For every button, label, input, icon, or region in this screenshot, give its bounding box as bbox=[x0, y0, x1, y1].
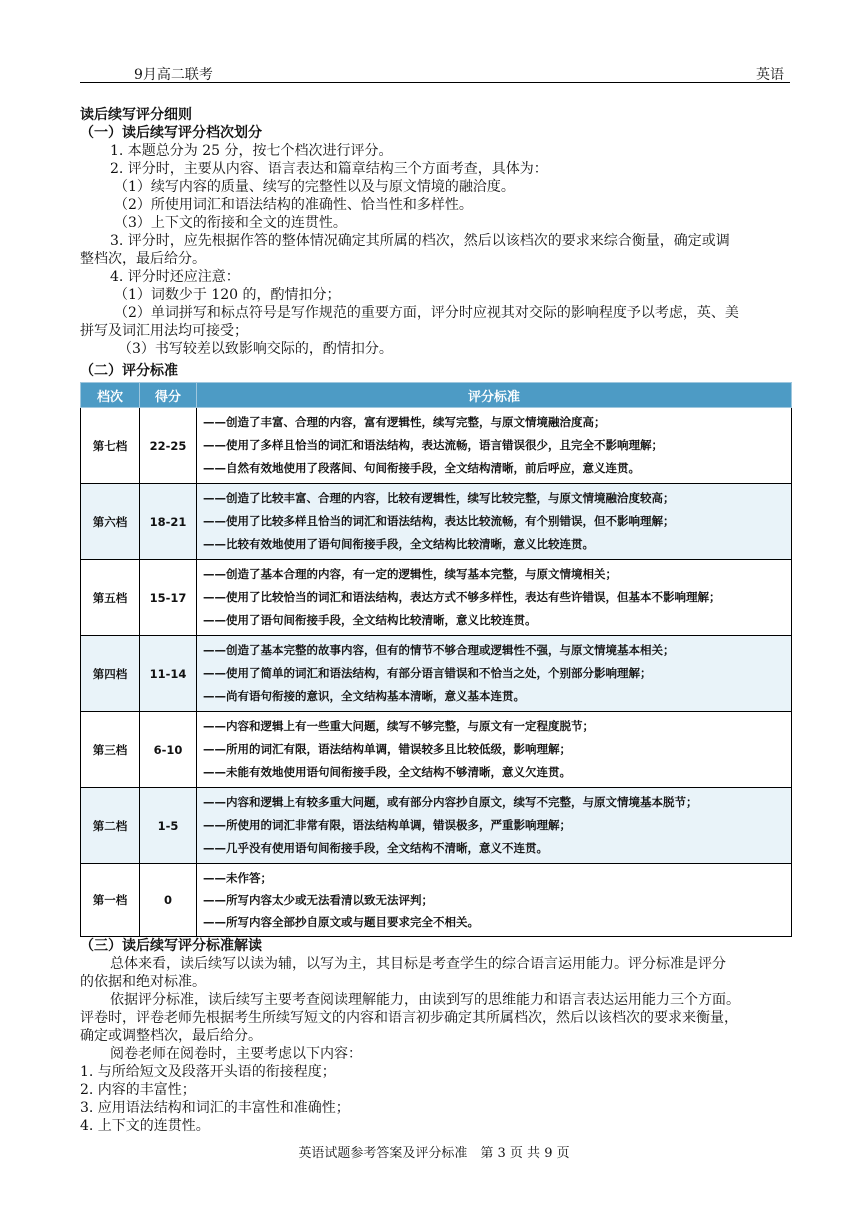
part3-line: 总体来看，读后续写以读为辅，以写为主，其目标是考查学生的综合语言运用能力。评分标准是评分 bbox=[110, 956, 726, 972]
grade-criteria bbox=[197, 636, 792, 712]
criterion-line: ——比较有效地使用了语句间衔接手段，全文结构比较清晰，意义比较连贯。 bbox=[203, 537, 594, 551]
part1-line: （3）上下文的衔接和全文的连贯性。 bbox=[114, 215, 347, 231]
part1-line: （1）词数少于 120 的，酌情扣分； bbox=[114, 287, 341, 303]
criterion-line: ——创造了基本完整的故事内容，但有的情节不够合理或逻辑性不强，与原文情境基本相关； bbox=[203, 643, 675, 657]
part3-line: 1. 与所给短文及段落开头语的衔接程度； bbox=[80, 1064, 336, 1080]
criterion-line: ——创造了丰富、合理的内容，富有逻辑性，续写完整，与原文情境融洽度高； bbox=[203, 415, 606, 429]
grade-criteria bbox=[197, 712, 792, 788]
criterion-line: ——自然有效地使用了段落间、句间衔接手段，全文结构清晰，前后呼应，意义连贯。 bbox=[203, 461, 640, 475]
grade-score: 6-10 bbox=[140, 712, 197, 788]
table-row bbox=[81, 864, 792, 937]
grade-criteria bbox=[197, 788, 792, 864]
criterion-line: ——创造了比较丰富、合理的内容，比较有逻辑性，续写比较完整，与原文情境融洽度较高； bbox=[203, 491, 675, 505]
grade-level: 第七档 bbox=[81, 408, 140, 484]
criterion-line: ——内容和逻辑上有一些重大问题，续写不够完整，与原文有一定程度脱节； bbox=[203, 719, 594, 733]
criterion-line: ——未作答； bbox=[203, 871, 272, 885]
grade-score: 15-17 bbox=[140, 560, 197, 636]
column-header-level: 档次 bbox=[81, 383, 140, 408]
criterion-line: ——尚有语句衔接的意识，全文结构基本清晰，意义基本连贯。 bbox=[203, 689, 525, 703]
part1-line: 3. 评分时，应先根据作答的整体情况确定其所属的档次，然后以该档次的要求来综合衡量，确定或调 bbox=[110, 233, 730, 249]
table-row bbox=[81, 636, 792, 712]
column-header-criteria: 评分标准 bbox=[197, 383, 792, 408]
part3-line: 依据评分标准，读后续写主要考查阅读理解能力，由读到写的思维能力和语言表达运用能力三个方面。 bbox=[110, 992, 740, 1008]
criterion-line: ——未能有效地使用语句间衔接手段，全文结构不够清晰，意义欠连贯。 bbox=[203, 765, 571, 779]
grade-level: 第一档 bbox=[81, 864, 140, 937]
part1-line: 拼写及词汇用法均可接受； bbox=[80, 323, 248, 339]
part1-heading: （一）读后续写评分档次划分 bbox=[80, 125, 262, 141]
grade-score: 1-5 bbox=[140, 788, 197, 864]
part3-line: 的依据和绝对标准。 bbox=[80, 974, 206, 990]
part1-line: 2. 评分时，主要从内容、语言表达和篇章结构三个方面考查，具体为： bbox=[110, 161, 548, 177]
part3-line: 阅卷老师在阅卷时，主要考虑以下内容： bbox=[110, 1046, 362, 1062]
grading-table bbox=[80, 382, 792, 937]
table-header-row bbox=[81, 383, 792, 408]
criterion-line: ——所使用的词汇非常有限，语法结构单调，错误极多，严重影响理解； bbox=[203, 818, 571, 832]
grade-level: 第二档 bbox=[81, 788, 140, 864]
part1-line: 1. 本题总分为 25 分，按七个档次进行评分。 bbox=[110, 143, 393, 159]
grade-criteria bbox=[197, 484, 792, 560]
part1-line: （2）所使用词汇和语法结构的准确性、恰当性和多样性。 bbox=[114, 197, 473, 213]
main-content bbox=[80, 106, 792, 1135]
part1-line: （1）续写内容的质量、续写的完整性以及与原文情境的融洽度。 bbox=[114, 179, 515, 195]
page-footer: 英语试题参考答案及评分标准 第 3 页 共 9 页 bbox=[298, 1146, 570, 1161]
part1-line: （3）书写较差以致影响交际的，酌情扣分。 bbox=[118, 341, 393, 357]
part3-line: 3. 应用语法结构和词汇的丰富性和准确性； bbox=[80, 1100, 350, 1116]
grade-score: 22-25 bbox=[140, 408, 197, 484]
section-title: 读后续写评分细则 bbox=[80, 107, 192, 123]
header-exam-name: 9月高二联考 bbox=[134, 67, 213, 83]
criterion-line: ——所写内容全部抄自原文或与题目要求完全不相关。 bbox=[203, 915, 479, 929]
part3-line: 4. 上下文的连贯性。 bbox=[80, 1118, 210, 1134]
table-row bbox=[81, 788, 792, 864]
criterion-line: ——所用的词汇有限，语法结构单调，错误较多且比较低级，影响理解； bbox=[203, 742, 571, 756]
part3-heading: （三）读后续写评分标准解读 bbox=[80, 938, 262, 954]
grade-criteria bbox=[197, 408, 792, 484]
table-row bbox=[81, 560, 792, 636]
table-row bbox=[81, 484, 792, 560]
grade-criteria bbox=[197, 560, 792, 636]
grade-criteria bbox=[197, 864, 792, 937]
part1-line: （2）单词拼写和标点符号是写作规范的重要方面，评分时应视其对交际的影响程度予以考虑，英、美 bbox=[114, 305, 739, 321]
criterion-line: ——内容和逻辑上有较多重大问题，或有部分内容抄自原文，续写不完整，与原文情境基本脱节； bbox=[203, 795, 698, 809]
criterion-line: ——使用了语句间衔接手段，全文结构比较清晰，意义比较连贯。 bbox=[203, 613, 537, 627]
header-subject: 英语 bbox=[756, 67, 784, 83]
criterion-line: ——使用了多样且恰当的词汇和语法结构，表达流畅，语言错误很少，且完全不影响理解； bbox=[203, 438, 663, 452]
table-row bbox=[81, 408, 792, 484]
grade-score: 18-21 bbox=[140, 484, 197, 560]
part1-line: 4. 评分时还应注意： bbox=[110, 269, 240, 285]
part3-line: 确定或调整档次，最后给分。 bbox=[80, 1028, 262, 1044]
criterion-line: ——所写内容太少或无法看清以致无法评判； bbox=[203, 893, 433, 907]
table-row bbox=[81, 712, 792, 788]
part2-heading: （二）评分标准 bbox=[80, 363, 178, 379]
criterion-line: ——使用了简单的词汇和语法结构，有部分语言错误和不恰当之处，个别部分影响理解； bbox=[203, 666, 652, 680]
part3-line: 2. 内容的丰富性； bbox=[80, 1082, 196, 1098]
grade-score: 11-14 bbox=[140, 636, 197, 712]
grade-level: 第四档 bbox=[81, 636, 140, 712]
grade-level: 第三档 bbox=[81, 712, 140, 788]
criterion-line: ——创造了基本合理的内容，有一定的逻辑性，续写基本完整，与原文情境相关； bbox=[203, 567, 617, 581]
criterion-line: ——几乎没有使用语句间衔接手段，全文结构不清晰，意义不连贯。 bbox=[203, 841, 548, 855]
part1-line: 整档次，最后给分。 bbox=[80, 251, 206, 267]
criterion-line: ——使用了比较恰当的词汇和语法结构，表达方式不够多样性，表达有些许错误，但基本不影响理解； bbox=[203, 590, 721, 604]
part3-line: 评卷时，评卷老师先根据考生所续写短文的内容和语言初步确定其所属档次，然后以该档次的要求来衡量， bbox=[80, 1010, 738, 1026]
grade-score: 0 bbox=[140, 864, 197, 937]
header-rule bbox=[80, 82, 790, 83]
criterion-line: ——使用了比较多样且恰当的词汇和语法结构，表达比较流畅，有个别错误，但不影响理解； bbox=[203, 514, 675, 528]
grade-level: 第六档 bbox=[81, 484, 140, 560]
column-header-score: 得分 bbox=[140, 383, 197, 408]
grade-level: 第五档 bbox=[81, 560, 140, 636]
